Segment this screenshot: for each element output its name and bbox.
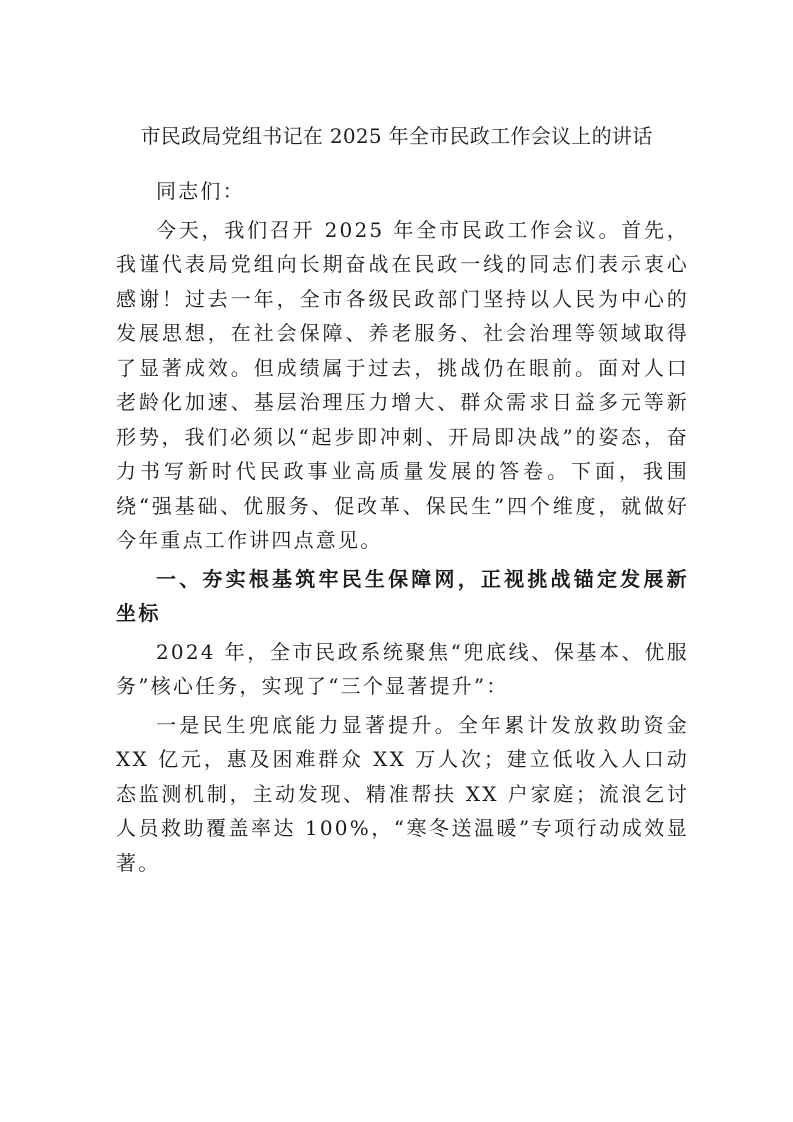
opening-paragraph: 今天，我们召开 2025 年全市民政工作会议。首先，我谨代表局党组向长期奋战在民政一线的同志们表示衷心感谢！过去一年，全市各级民政部门坚持以人民为中心的发展思想，在社会保障、养老服务、社会治理等领域取得了显著成效。但成绩属于过去，挑战仍在眼前。面对人口老龄化加速、基层治理压力增大、群众需求日益多元等新形势，我们必须以“起步即冲刺、开局即决战”的姿态，奋力书写新时代民政事业高质量发展的答卷。下面，我围绕“强基础、优服务、促改革、保民生”四个维度，就做好今年重点工作讲四点意见。 — [116, 217, 689, 552]
section-1-heading: 一、夯实根基筑牢民生保障网，正视挑战锚定发展新坐标 — [116, 566, 689, 625]
document-title: 市民政局党组书记在 2025 年全市民政工作会议上的讲话 — [140, 124, 653, 148]
document-body — [116, 174, 689, 884]
section-1-intro: 2024 年，全市民政系统聚焦“兜底线、保基本、优服务”核心任务，实现了“三个显著提升”： — [116, 639, 689, 698]
greeting-line: 同志们： — [156, 179, 245, 203]
section-1-point-1: 一是民生兜底能力显著提升。全年累计发放救助资金 XX 亿元，惠及困难群众 XX 万人次；建立低收入人口动态监测机制，主动发现、精准帮扶 XX 户家庭；流浪乞讨人员救助覆盖率达 100%，“寒冬送温暖”专项行动成效显著。 — [116, 712, 689, 875]
